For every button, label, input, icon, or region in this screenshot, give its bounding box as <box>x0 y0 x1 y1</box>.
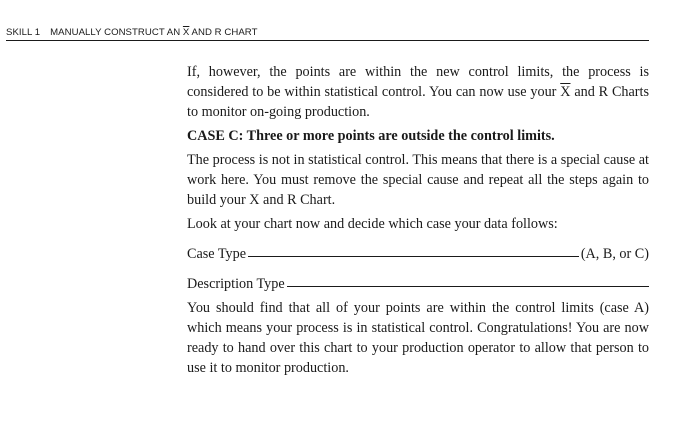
description-type-input-line[interactable] <box>287 273 649 287</box>
chapter-title-suffix: AND R CHART <box>189 27 258 38</box>
paragraph-text: and R Charts to monitor on-going production. <box>187 84 649 120</box>
chapter-title-prefix: MANUALLY CONSTRUCT AN <box>50 27 183 38</box>
paragraph-text: If, however, the points are within the new control limits, the process is considered to be within statistical control. You can now use your <box>187 64 649 100</box>
case-c-heading: CASE C: Three or more points are outside the control limits. <box>187 128 555 144</box>
paragraph-not-in-control: The process is not in statistical control. This means that there is a special cause at work here. You must remove the special cause and repeat all the steps again to build your X and R Chart. <box>187 152 649 208</box>
header-rule <box>6 40 649 41</box>
case-type-hint: (A, B, or C) <box>580 246 649 262</box>
skill-number: SKILL 1 <box>6 27 41 38</box>
description-type-label: Description Type <box>187 276 285 292</box>
running-header <box>6 27 649 39</box>
case-type-label: Case Type <box>187 246 247 262</box>
page-body <box>187 62 649 378</box>
chapter-title-xbar: $\overline{X}$ <box>182 27 190 38</box>
xbar-symbol: $\overline{X}$ <box>560 84 571 100</box>
case-type-input-line[interactable] <box>248 243 579 257</box>
case-type-field <box>187 244 649 264</box>
paragraph-decide-case: Look at your chart now and decide which case your data follows: <box>187 216 558 232</box>
description-type-field <box>187 274 649 294</box>
paragraph-congratulations: You should find that all of your points are within the control limits (case A) which means your process is in statistical control. Congratulations! You are now ready to hand over this chart to your production operator to allow that person to use it to monitor production. <box>187 300 649 376</box>
paragraph-control-limits <box>187 62 649 122</box>
